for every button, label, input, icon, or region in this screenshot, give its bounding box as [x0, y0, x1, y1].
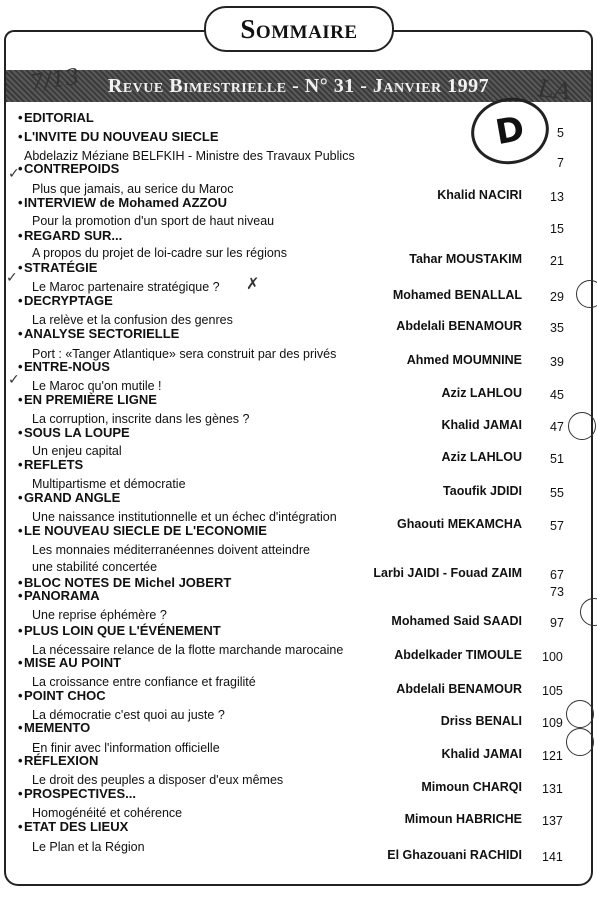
- section-title: LE NOUVEAU SIECLE DE L'ECONOMIE: [24, 523, 267, 538]
- article-title: La relève et la confusion des genres: [32, 313, 233, 327]
- section-title: POINT CHOC: [24, 688, 106, 703]
- article-author: Ahmed MOUMNINE: [406, 353, 522, 367]
- page-number: 29: [550, 290, 564, 304]
- handwritten-note-top-left: 7/13: [28, 64, 81, 97]
- circle-annotation-icon: [576, 280, 597, 308]
- article-title: Un enjeu capital: [32, 444, 122, 458]
- section-heading: [18, 392, 157, 407]
- section-title: EDITORIAL: [24, 110, 94, 125]
- page-number: 67: [550, 568, 564, 582]
- section-title: ANALYSE SECTORIELLE: [24, 326, 180, 341]
- section-title: RÉFLEXION: [24, 753, 99, 768]
- section-heading: [18, 195, 227, 210]
- article-title: Abdelaziz Méziane BELFKIH - Ministre des Travaux Publics: [24, 149, 355, 163]
- page-number: 45: [550, 388, 564, 402]
- bullet-icon: •: [18, 195, 23, 210]
- article-author: Larbi JAIDI - Fouad ZAIM: [373, 566, 522, 580]
- circle-annotation-icon: [566, 728, 594, 756]
- page-number: 100: [542, 650, 563, 664]
- bullet-icon: •: [18, 819, 23, 834]
- article-author: Aziz LAHLOU: [441, 450, 522, 464]
- bullet-icon: •: [18, 425, 23, 440]
- section-heading: [18, 588, 100, 603]
- section-title: SOUS LA LOUPE: [24, 425, 130, 440]
- bullet-icon: •: [18, 575, 23, 590]
- section-heading: [18, 490, 120, 505]
- bullet-icon: •: [18, 260, 23, 275]
- bullet-icon: •: [18, 110, 23, 125]
- bullet-icon: •: [18, 129, 23, 144]
- page-number: 13: [550, 190, 564, 204]
- bullet-icon: •: [18, 655, 23, 670]
- article-title: La démocratie c'est quoi au juste ?: [32, 708, 225, 722]
- page-title: Sommaire: [240, 13, 358, 44]
- article-author: Aziz LAHLOU: [441, 386, 522, 400]
- section-heading: [18, 523, 267, 538]
- article-title: Le Plan et la Région: [32, 840, 145, 854]
- article-title: Le Maroc partenaire stratégique ?: [32, 280, 220, 294]
- section-title: ETAT DES LIEUX: [24, 819, 129, 834]
- bullet-icon: •: [18, 392, 23, 407]
- article-title: Plus que jamais, au serice du Maroc: [32, 182, 234, 196]
- section-title: L'INVITE DU NOUVEAU SIECLE: [24, 129, 219, 144]
- section-title: GRAND ANGLE: [24, 490, 121, 505]
- section-heading: [18, 457, 83, 472]
- article-author: Taoufik JDIDI: [443, 484, 522, 498]
- section-heading: [18, 293, 113, 308]
- bullet-icon: •: [18, 720, 23, 735]
- bullet-icon: •: [18, 523, 23, 538]
- check-mark-icon: ✓: [6, 270, 18, 286]
- circle-annotation-icon: [566, 700, 594, 728]
- page-number: 21: [550, 254, 564, 268]
- section-title: BLOC NOTES DE Michel JOBERT: [24, 575, 232, 590]
- section-title: EN PREMIÈRE LIGNE: [24, 392, 157, 407]
- article-author: Khalid JAMAI: [441, 418, 522, 432]
- bullet-icon: •: [18, 228, 23, 243]
- circle-annotation-icon: [568, 412, 596, 440]
- article-title: Port : «Tanger Atlantique» sera construit par des privés: [32, 347, 337, 361]
- article-title: La corruption, inscrite dans les gènes ?: [32, 412, 250, 426]
- section-title: INTERVIEW de Mohamed AZZOU: [24, 195, 227, 210]
- article-title-continued: une stabilité concertée: [32, 560, 158, 574]
- page-number: 39: [550, 355, 564, 369]
- bullet-icon: •: [18, 359, 23, 374]
- handwritten-note-top-right: LA: [536, 74, 573, 106]
- page-number: 131: [542, 782, 563, 796]
- section-heading: [18, 228, 122, 243]
- page-number: 109: [542, 716, 563, 730]
- page-number: 55: [550, 486, 564, 500]
- article-title: Une naissance institutionnelle et un échec d'intégration: [32, 510, 337, 524]
- article-title: Le droit des peuples a disposer d'eux mêmes: [32, 773, 284, 787]
- page-number: 51: [550, 452, 564, 466]
- article-title: La nécessaire relance de la flotte marchande marocaine: [32, 643, 344, 657]
- section-title: MISE AU POINT: [24, 655, 122, 670]
- section-heading: [18, 623, 221, 638]
- bullet-icon: •: [18, 588, 23, 603]
- page-number: 121: [542, 749, 563, 763]
- stamp-letter: D: [492, 108, 528, 154]
- section-title: PLUS LOIN QUE L'ÉVÉNEMENT: [24, 623, 221, 638]
- article-author: Ghaouti MEKAMCHA: [397, 517, 522, 531]
- section-title: CONTREPOIDS: [24, 161, 120, 176]
- bullet-icon: •: [18, 753, 23, 768]
- section-title: REFLETS: [24, 457, 84, 472]
- article-title: La croissance entre confiance et fragilité: [32, 675, 256, 689]
- bullet-icon: •: [18, 490, 23, 505]
- section-heading: [18, 161, 119, 176]
- section-heading: [18, 129, 219, 144]
- section-heading: [18, 819, 128, 834]
- section-heading: [18, 753, 98, 768]
- article-title: Pour la promotion d'un sport de haut niveau: [32, 214, 275, 228]
- section-heading: [18, 359, 110, 374]
- section-heading: [18, 655, 121, 670]
- section-heading: [18, 720, 90, 735]
- section-heading: [18, 326, 179, 341]
- article-title: Les monnaies méditerranéennes doivent atteindre: [32, 543, 310, 557]
- page-number: 47: [550, 420, 564, 434]
- section-heading: [18, 786, 136, 801]
- article-author: Khalid NACIRI: [437, 188, 522, 202]
- bullet-icon: •: [18, 688, 23, 703]
- article-title: Une reprise éphémère ?: [32, 608, 167, 622]
- check-mark-icon: ✓: [8, 166, 20, 182]
- page-number: 57: [550, 519, 564, 533]
- article-title: A propos du projet de loi-cadre sur les régions: [32, 246, 288, 260]
- article-title: Homogénéité et cohérence: [32, 806, 183, 820]
- page-number: 5: [557, 126, 564, 140]
- page-number: 73: [550, 585, 564, 599]
- page-number: 7: [557, 156, 564, 170]
- section-title: PROSPECTIVES...: [24, 786, 136, 801]
- check-mark-icon: ✓: [8, 372, 20, 388]
- article-title: En finir avec l'information officielle: [32, 741, 220, 755]
- section-title: STRATÉGIE: [24, 260, 98, 275]
- article-author: Abdelali BENAMOUR: [396, 682, 522, 696]
- article-author: El Ghazouani RACHIDI: [387, 848, 522, 862]
- page-number: 141: [542, 850, 563, 864]
- issue-subtitle: Revue Bimestrielle - N° 31 - Janvier 1997: [107, 74, 490, 97]
- article-author: Driss BENALI: [440, 714, 522, 728]
- page-number: 105: [542, 684, 563, 698]
- article-author: Abdelkader TIMOULE: [394, 648, 522, 662]
- bullet-icon: •: [18, 326, 23, 341]
- article-author: Tahar MOUSTAKIM: [409, 252, 522, 266]
- bullet-icon: •: [18, 623, 23, 638]
- page-number: 15: [550, 222, 564, 236]
- section-heading: [18, 260, 97, 275]
- section-heading: [18, 110, 94, 125]
- bullet-icon: •: [18, 457, 23, 472]
- section-title: MEMENTO: [24, 720, 91, 735]
- article-author: Mohamed BENALLAL: [392, 288, 522, 302]
- article-author: Mohamed Said SAADI: [391, 614, 522, 628]
- article-author: Khalid JAMAI: [441, 747, 522, 761]
- page-number: 97: [550, 616, 564, 630]
- page-number: 35: [550, 321, 564, 335]
- bullet-icon: •: [18, 786, 23, 801]
- article-title: Le Maroc qu'on mutile !: [32, 379, 162, 393]
- bullet-icon: •: [18, 161, 23, 176]
- section-title: PANORAMA: [24, 588, 100, 603]
- article-title: Multipartisme et démocratie: [32, 477, 186, 491]
- section-title: ENTRE-NOUS: [24, 359, 110, 374]
- section-title: DECRYPTAGE: [24, 293, 113, 308]
- section-heading: [18, 425, 130, 440]
- article-author: Abdelali BENAMOUR: [396, 319, 522, 333]
- cross-mark-icon: ✗: [246, 274, 260, 293]
- bullet-icon: •: [18, 293, 23, 308]
- article-author: Mimoun CHARQI: [421, 780, 522, 794]
- page-number: 137: [542, 814, 563, 828]
- section-title: REGARD SUR...: [24, 228, 123, 243]
- section-heading: [18, 688, 106, 703]
- article-author: Mimoun HABRICHE: [404, 812, 522, 826]
